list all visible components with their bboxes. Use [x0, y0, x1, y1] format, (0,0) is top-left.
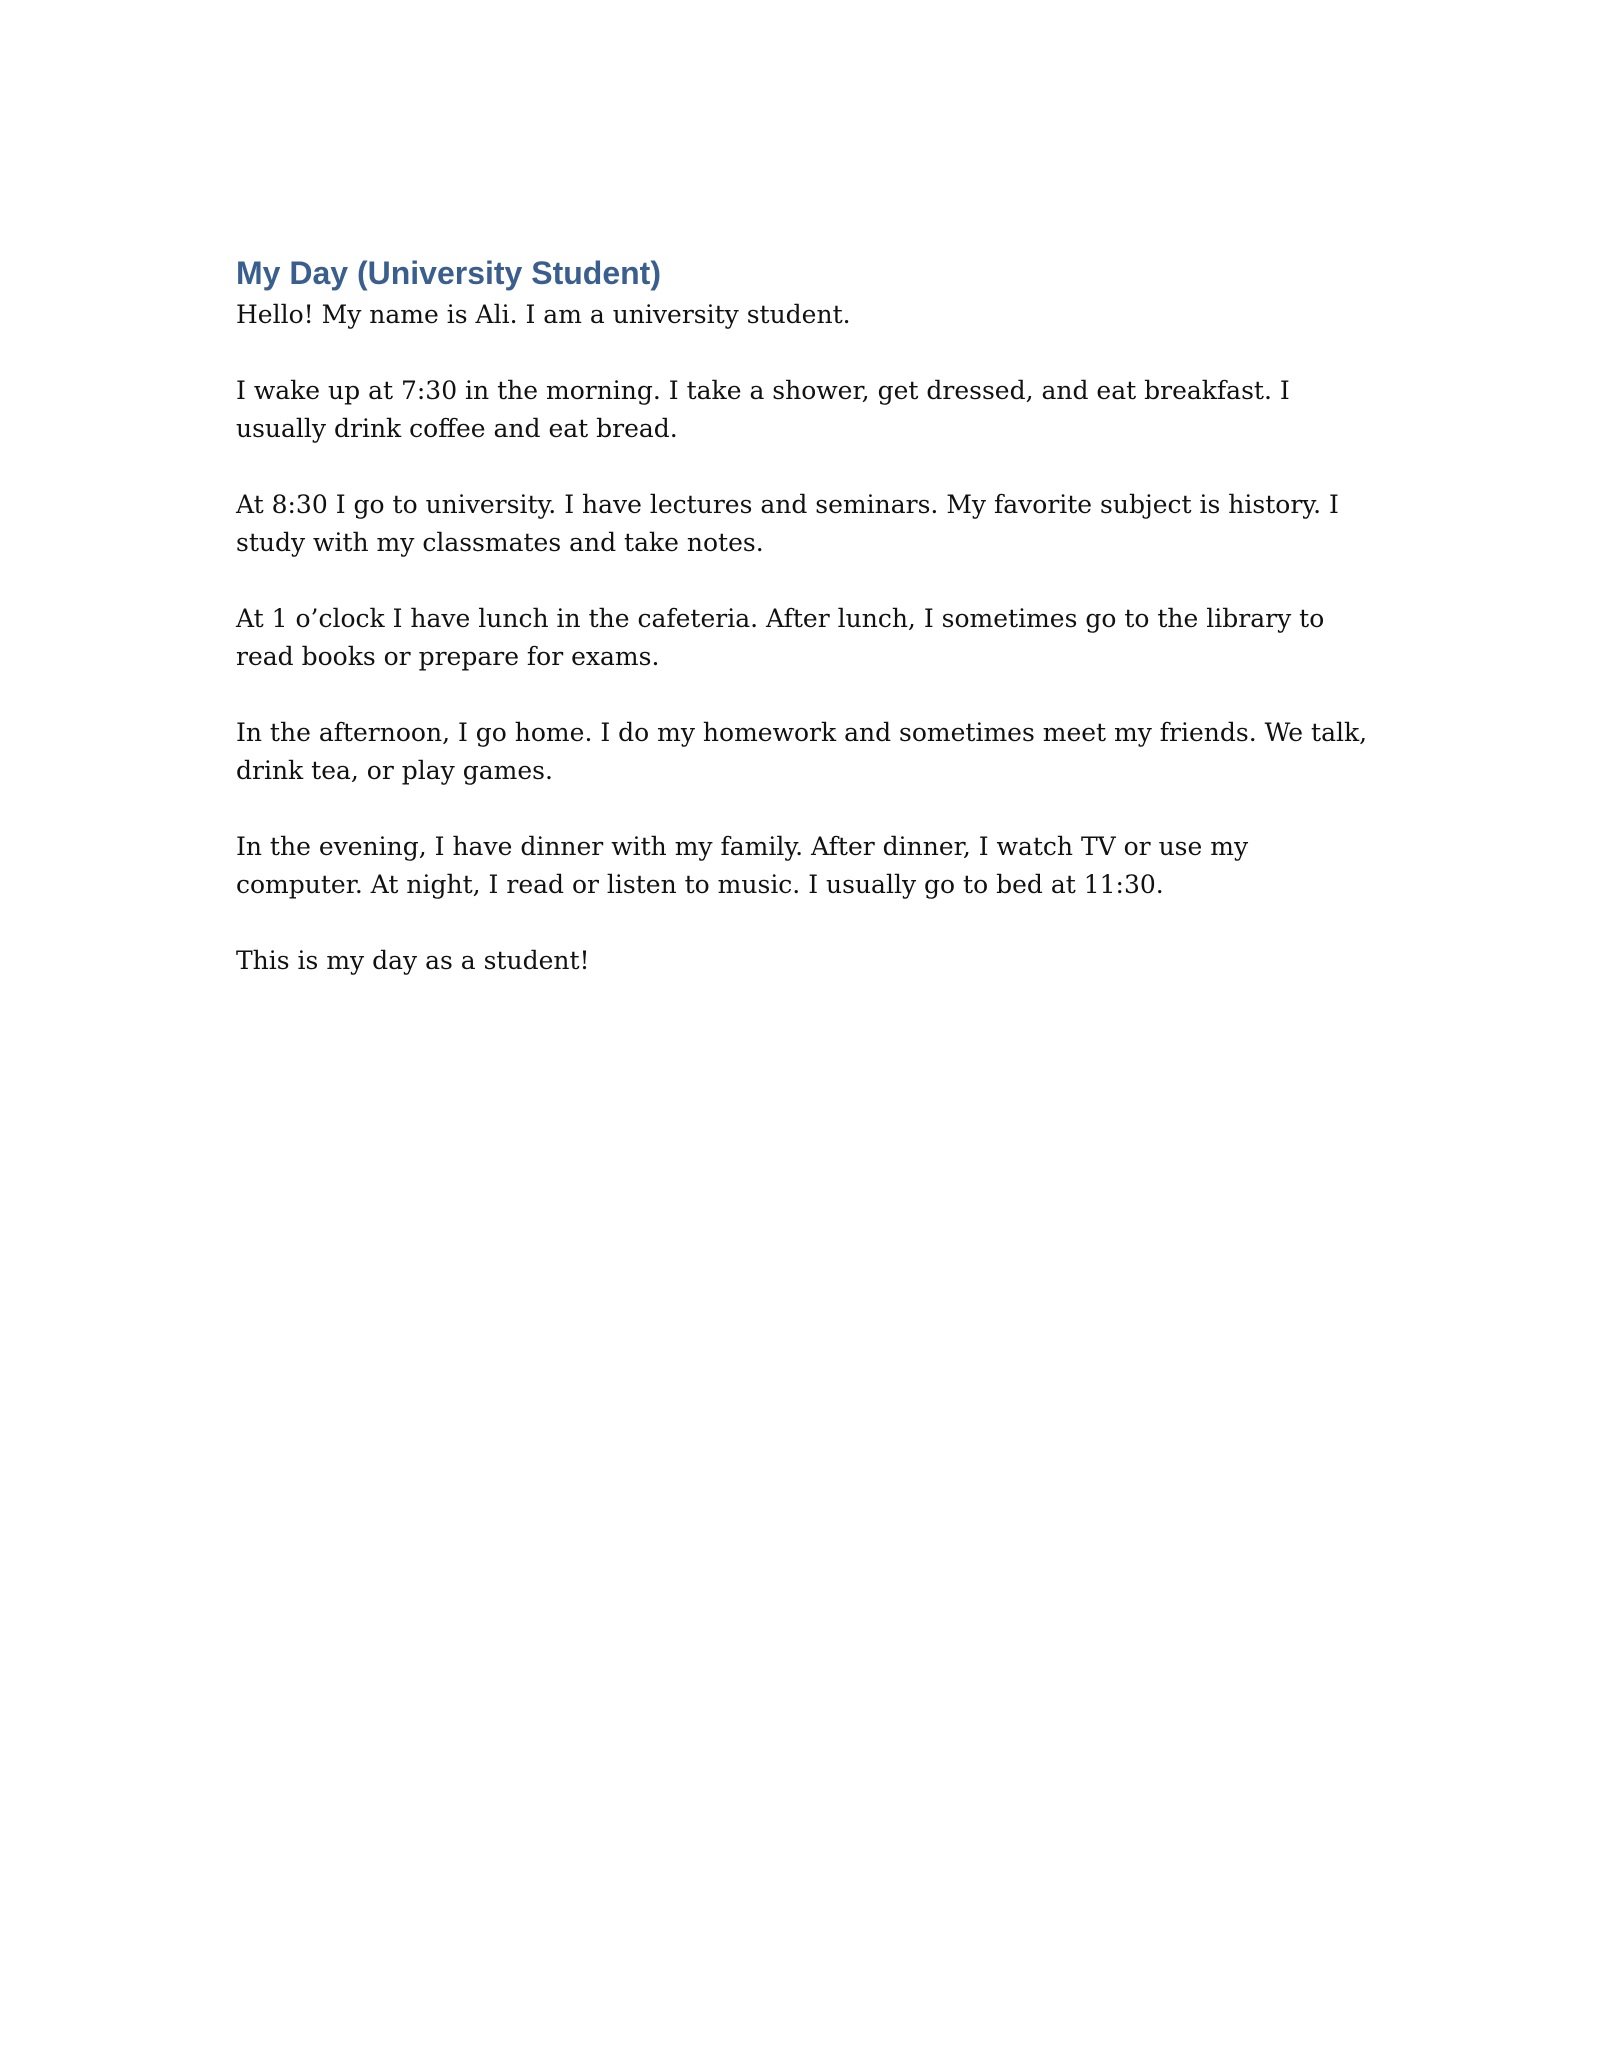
document-body [236, 252, 1376, 1018]
paragraph-intro: Hello! My name is Ali. I am a university student. [236, 300, 851, 329]
paragraph-morning: I wake up at 7:30 in the morning. I take a shower, get dressed, and eat breakfast. I usually drink coffee and eat bread. [236, 376, 1290, 443]
paragraph-evening: In the evening, I have dinner with my family. After dinner, I watch TV or use my computer. At night, I read or listen to music. I usually go to bed at 11:30. [236, 832, 1249, 899]
paragraph-lunch: At 1 o’clock I have lunch in the cafeteria. After lunch, I sometimes go to the library to read books or prepare for exams. [236, 604, 1325, 671]
document-title: My Day (University Student) [236, 255, 661, 291]
paragraph-university: At 8:30 I go to university. I have lectures and seminars. My favorite subject is history. I study with my classmates and take notes. [236, 490, 1339, 557]
paragraph-afternoon: In the afternoon, I go home. I do my homework and sometimes meet my friends. We talk, drink tea, or play games. [236, 718, 1368, 785]
paragraph-closing: This is my day as a student! [236, 946, 590, 975]
